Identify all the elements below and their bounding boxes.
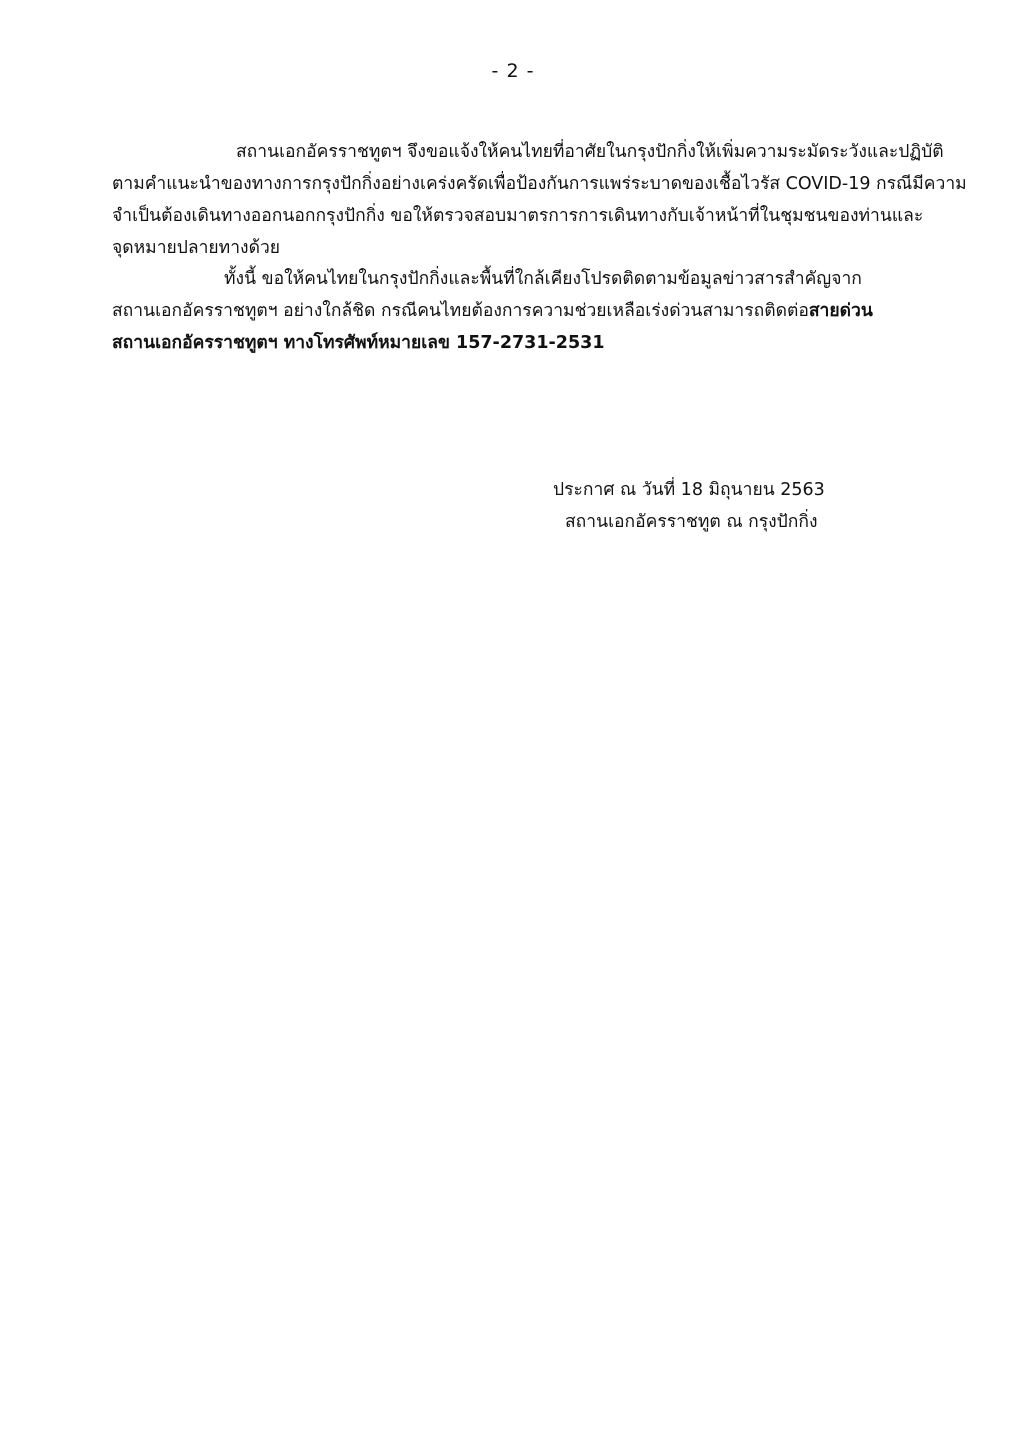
signature-block bbox=[553, 474, 825, 538]
paragraph-2 bbox=[112, 263, 942, 359]
hotline-phone-line: สถานเอกอัครราชทูตฯ ทางโทรศัพท์หมายเลข 157-2731-2531 bbox=[112, 333, 605, 353]
issuer-name: สถานเอกอัครราชทูต ณ กรุงปักกิ่ง bbox=[565, 512, 818, 532]
paragraph-2-line-2 bbox=[112, 295, 942, 327]
hotline-label: สายด่วน bbox=[808, 301, 873, 321]
paragraph-2-line-1: ทั้งนี้ ขอให้คนไทยในกรุงปักกิ่งและพื้นที่ใกล้เคียงโปรดติดตามข้อมูลข่าวสารสำคัญจาก bbox=[224, 269, 862, 289]
paragraph-1-line-1: สถานเอกอัครราชทูตฯ จึงขอแจ้งให้คนไทยที่อาศัยในกรุงปักกิ่งให้เพิ่มความระมัดระวังและปฏิบัติ bbox=[236, 142, 944, 162]
paragraph-1 bbox=[112, 136, 967, 264]
announcement-date: ประกาศ ณ วันที่ 18 มิถุนายน 2563 bbox=[553, 480, 825, 500]
paragraph-1-line-3: จำเป็นต้องเดินทางออกนอกกรุงปักกิ่ง ขอให้ตรวจสอบมาตรการการเดินทางกับเจ้าหน้าที่ในชุมชนของท่านและ bbox=[112, 206, 924, 226]
paragraph-1-line-2: ตามคำแนะนำของทางการกรุงปักกิ่งอย่างเคร่งครัดเพื่อป้องกันการแพร่ระบาดของเชื้อไวรัส COVID-19 กรณีมีความ bbox=[112, 174, 967, 194]
paragraph-1-line-4: จุดหมายปลายทางด้วย bbox=[112, 238, 281, 258]
page-number: - 2 - bbox=[491, 60, 535, 82]
paragraph-2-line-2-text: สถานเอกอัครราชทูตฯ อย่างใกล้ชิด กรณีคนไทยต้องการความช่วยเหลือเร่งด่วนสามารถติดต่อ bbox=[112, 301, 809, 321]
